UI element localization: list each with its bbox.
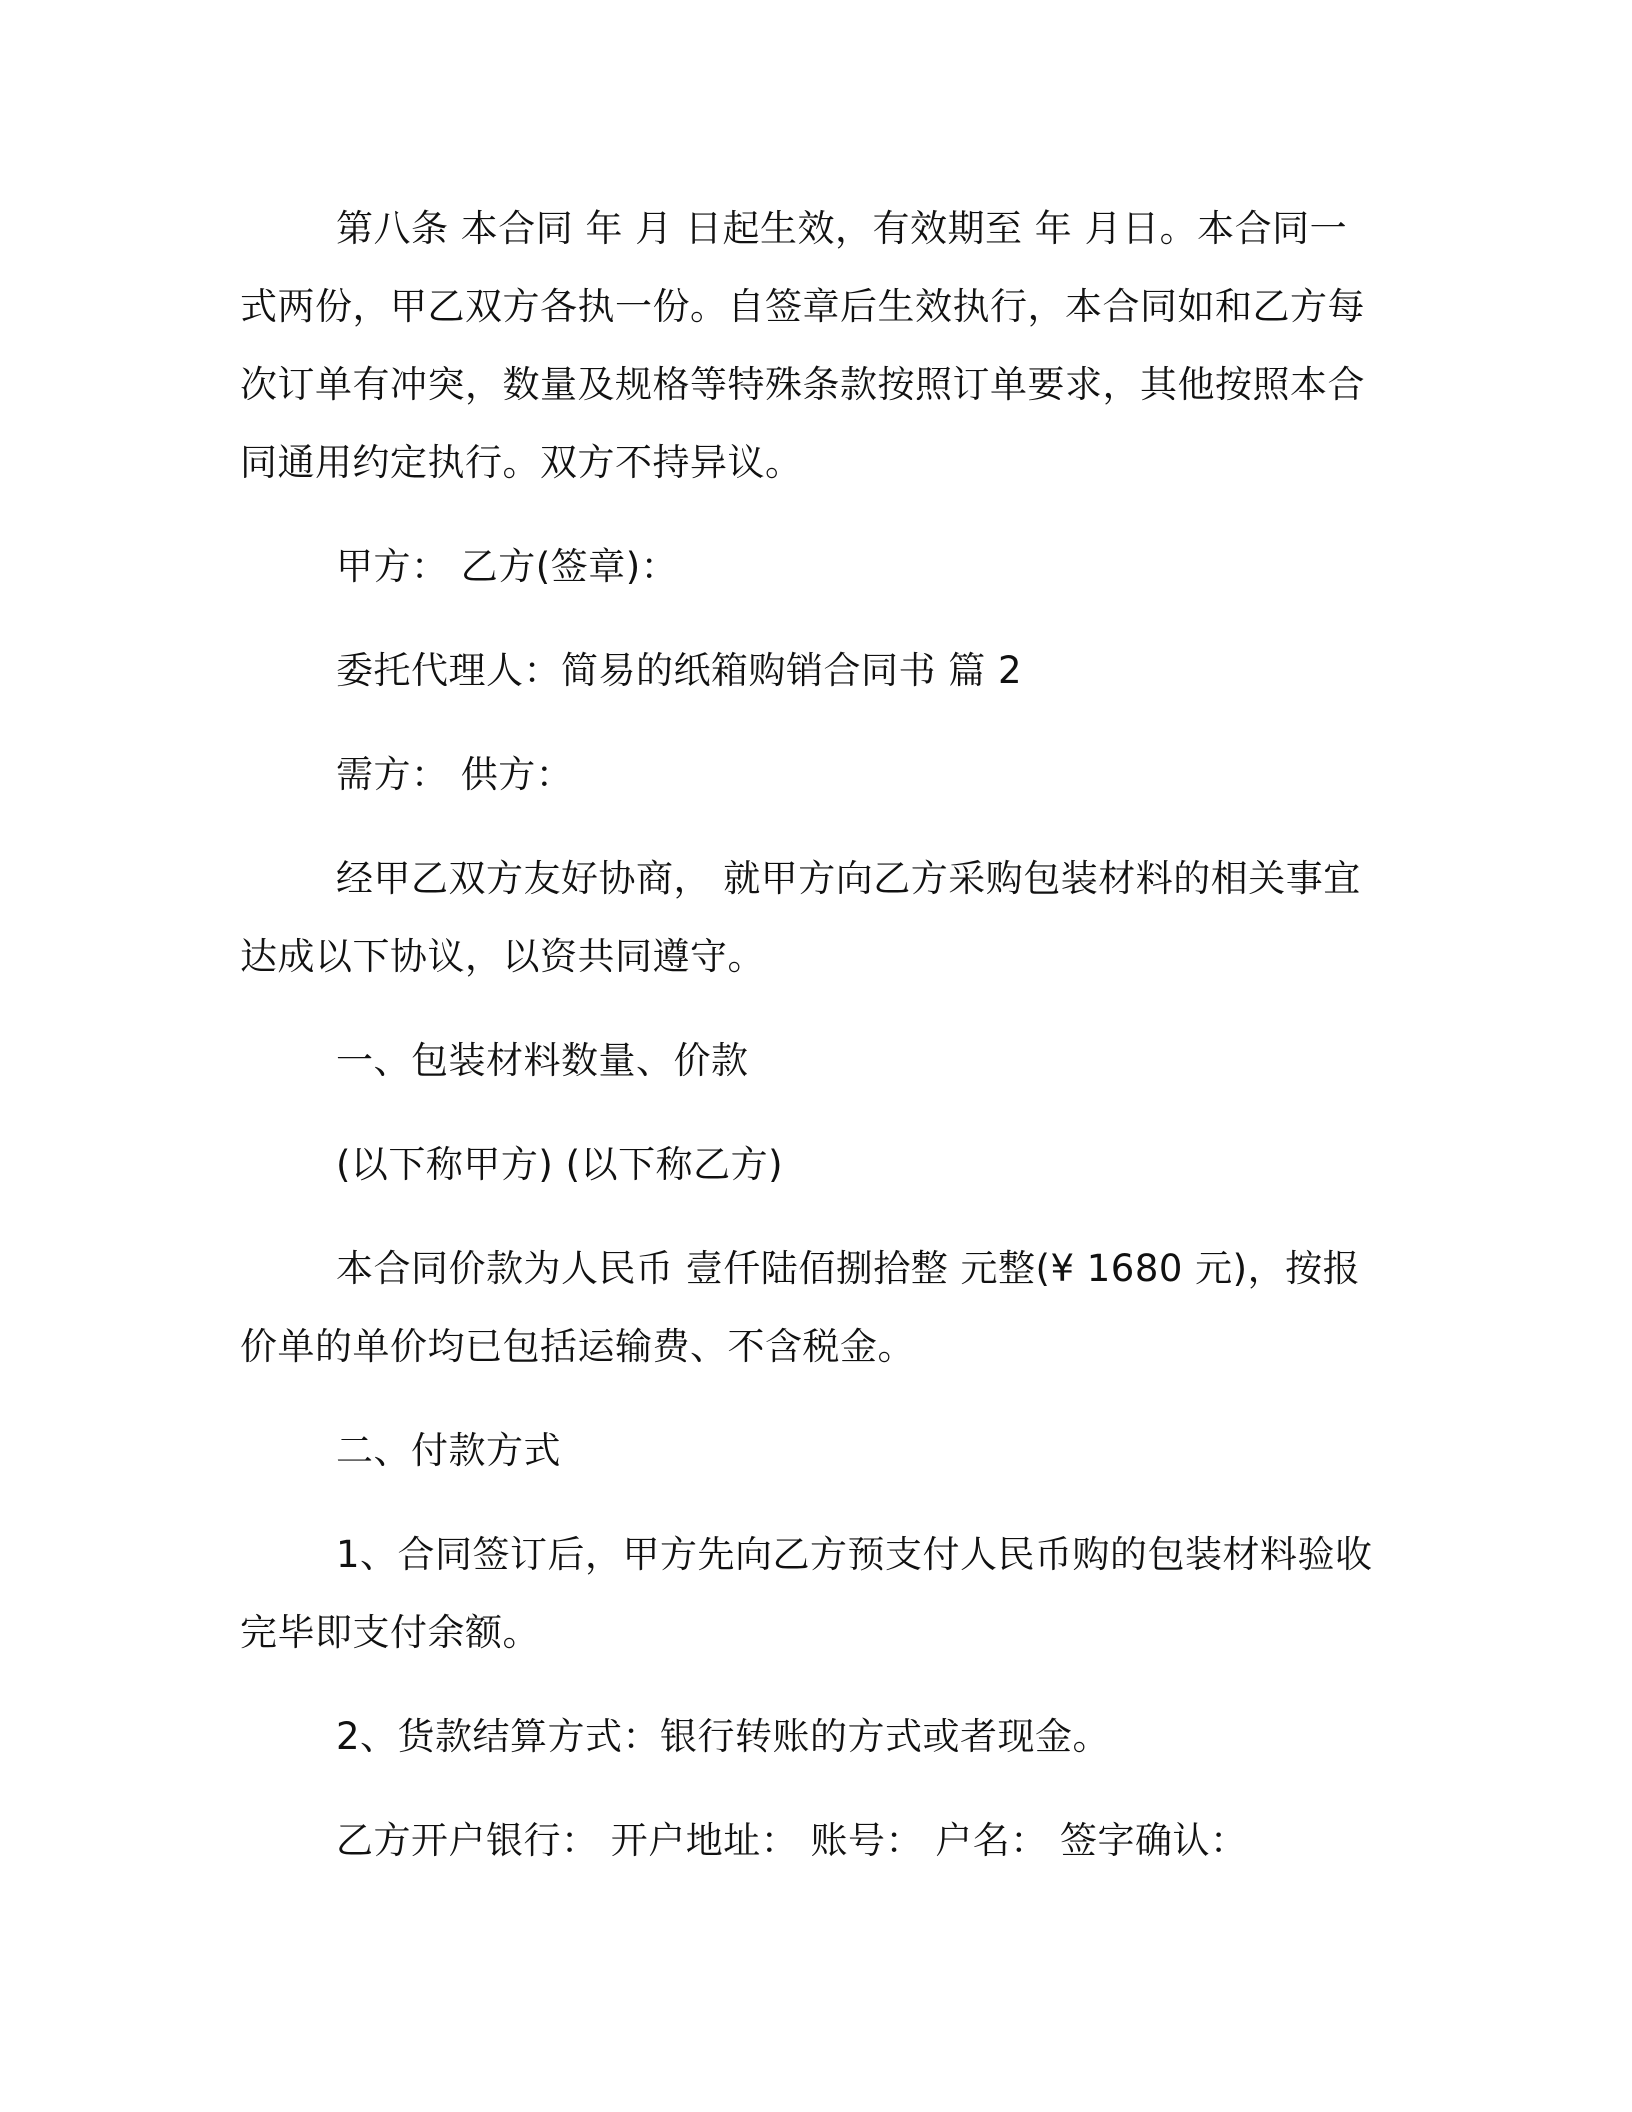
price-paragraph: 本合同价款为人民币 壹仟陆佰捌拾整 元整(¥ 1680 元)，按报价单的单价均已包括运输费、不含税金。 xyxy=(240,1247,1361,1368)
payment-item-1: 1、合同签订后，甲方先向乙方预支付人民币购的包装材料验收完毕即支付余额。 xyxy=(240,1533,1373,1654)
buyer-supplier-line: 需方： 供方： xyxy=(336,753,574,796)
article-8-paragraph: 第八条 本合同 年 月 日起生效，有效期至 年 月日。本合同一式两份，甲乙双方各执一份。自签章后生效执行，本合同如和乙方每次订单有冲突，数量及规格等特殊条款按照订单要求，其他按照本合同通用约定执行。双方不持异议。 xyxy=(240,207,1365,484)
agreement-intro-paragraph: 经甲乙双方友好协商， 就甲方向乙方采购包装材料的相关事宜达成以下协议，以资共同遵守。 xyxy=(240,857,1361,978)
bank-info-line: 乙方开户银行： 开户地址： 账号： 户名： 签字确认： xyxy=(336,1819,1248,1862)
section-1-heading: 一、包装材料数量、价款 xyxy=(336,1039,749,1082)
agent-title-line: 委托代理人：简易的纸箱购销合同书 篇 2 xyxy=(336,649,1023,692)
party-signature-line: 甲方： 乙方(签章)： xyxy=(336,545,679,588)
document-body xyxy=(240,190,1380,1906)
section-2-heading: 二、付款方式 xyxy=(336,1429,561,1472)
party-designation-line: (以下称甲方) (以下称乙方) xyxy=(336,1143,784,1186)
payment-item-2: 2、货款结算方式：银行转账的方式或者现金。 xyxy=(336,1715,1111,1758)
